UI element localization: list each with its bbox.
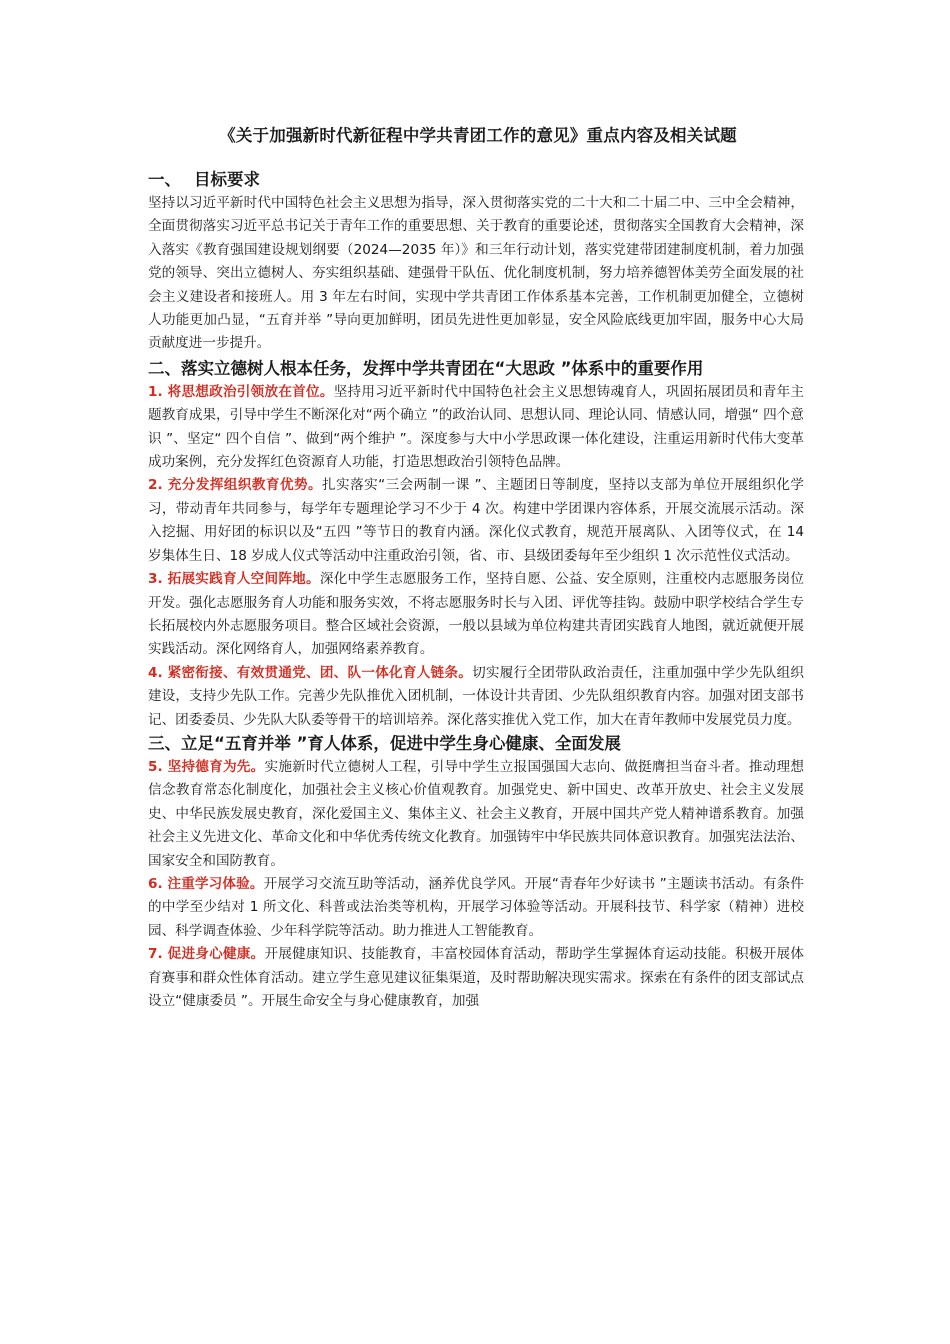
section-heading-2 (148, 357, 804, 381)
section-number: 三、 (148, 733, 181, 753)
paragraph-item-2 (148, 474, 804, 568)
paragraph-text: 深化中学生志愿服务工作，坚持自愿、公益、安全原则，注重校内志愿服务岗位开发。强化志愿服务育人功能和服务实效，不将志愿服务时长与入团、评优等挂钩。鼓励中职学校结合学生专长拓展校内外志愿服务项目。整合区域社会资源，一般以县域为单位构建共青团实践育人地图，就近就便开展实践活动。深化网络育人，加强网络素养教育。 (148, 571, 804, 658)
paragraph-text: 扎实落实“三会两制一课 ”、主题团日等制度，坚持以支部为单位开展组织化学习，带动青年共同参与，每学年专题理论学习不少于 4 次。构建中学团课内容体系，开展交流展示活动。深入挖掘、用好团的标识以及“五四 ”等节日的教育内涵。深化仪式教育，规范开展离队、入团等仪式，在 14 岁集体生日、18 岁成人仪式等活动中注重政治引领，省、市、县级团委每年至少组织 1 次示范性仪式活动。 (148, 477, 805, 564)
item-lead: 3. 拓展实践育人空间阵地。 (148, 571, 320, 588)
item-lead: 5. 坚持德育为先。 (148, 758, 265, 775)
item-lead: 7. 促进身心健康。 (148, 946, 265, 963)
document-page (148, 122, 804, 1013)
paragraph-item-4 (148, 662, 804, 732)
document-title: 《关于加强新时代新征程中学共青团工作的意见》重点内容及相关试题 (219, 126, 737, 145)
paragraph-text: 开展健康知识、技能教育，丰富校园体育活动，帮助学生掌握体育运动技能。积极开展体育赛事和群众性体育活动。建立学生意见建议征集渠道，及时帮助解决现实需求。探索在有条件的团支部试点设立“健康委员 ”。开展生命安全与身心健康教育，加强 (148, 946, 804, 1009)
paragraph-item-7 (148, 943, 804, 1013)
item-lead: 1. 将思想政治引领放在首位。 (148, 383, 334, 400)
section-heading-3 (148, 732, 804, 756)
paragraph-text: 开展学习交流互助等活动，涵养优良学风。开展“青春年少好读书 ”主题读书活动。有条件的中学至少结对 1 所文化、科普或法治类等机构，开展学习体验等活动。开展科技节、科学家（精神）进校园、科学调查体验、少年科学院等活动。助力推进人工智能教育。 (148, 875, 805, 939)
item-lead: 6. 注重学习体验。 (148, 875, 264, 892)
paragraph-item-6 (148, 873, 804, 943)
item-lead: 4. 紧密衔接、有效贯通党、团、队一体化育人链条。 (148, 664, 473, 681)
paragraph-text: 实施新时代立德树人工程，引导中学生立报国强国大志向、做挺膺担当奋斗者。推动理想信念教育常态化制度化，加强社会主义核心价值观教育。加强党史、新中国史、改革开放史、社会主义发展史、中华民族发展史教育，深化爱国主义、集体主义、社会主义教育，开展中国共产党人精神谱系教育。加强社会主义先进文化、革命文化和中华优秀传统文化教育。加强铸牢中华民族共同体意识教育。加强宪法法治、国家安全和国防教育。 (148, 758, 804, 869)
paragraph-text: 坚持以习近平新时代中国特色社会主义思想为指导，深入贯彻落实党的二十大和二十届二中、三中全会精神，全面贯彻落实习近平总书记关于青年工作的重要思想、关于教育的重要论述，贯彻落实全国教育大会精神，深入落实《教育强国建设规划纲要（2024—2035 年）》和三年行动计划，落实党建带团建制度机制，着力加强党的领导、突出立德树人、夯实组织基础、建强骨干队伍、优化制度机制，努力培养德智体美劳全面发展的社会主义建设者和接班人。用 3 年左右时间，实现中学共青团工作体系基本完善，工作机制更加健全，立德树人功能更加凸显，“五育并举 ”导向更加鲜明，团员先进性更加彰显，安全风险底线更加牢固，服务中心大局贡献度进一步提升。 (148, 195, 804, 352)
paragraph-item-1 (148, 381, 804, 475)
paragraph-item-5 (148, 756, 804, 873)
paragraph-text: 坚持用习近平新时代中国特色社会主义思想铸魂育人，巩固拓展团员和青年主题教育成果，引导中学生不断深化对“两个确立 ”的政治认同、思想认同、理论认同、情感认同，增强“ 四个意识 ”、坚定“ 四个自信 ”、做到“两个维护 ”。深度参与大中小学思政课一体化建设，注重运用新时代伟大变革成功案例，充分发挥红色资源育人功能，打造思想政治引领特色品牌。 (148, 383, 804, 471)
paragraph (148, 192, 804, 356)
section-title: 落实立德树人根本任务，发挥中学共青团在“大思政 ”体系中的重要作用 (181, 358, 704, 378)
item-lead: 2. 充分发挥组织教育优势。 (148, 477, 323, 494)
section-number: 二、 (148, 358, 181, 378)
section-number: 一、 (148, 170, 181, 189)
section-title: 目标要求 (194, 170, 260, 189)
paragraph-text: 切实履行全团带队政治责任，注重加强中学少先队组织建设，支持少先队工作。完善少先队推优入团机制，一体设计共青团、少先队组织教育内容。加强对团支部书记、团委委员、少先队大队委等骨干的培训培养。深化落实推优入党工作，加大在青年教师中发展党员力度。 (148, 664, 805, 728)
section-heading-1 (148, 168, 804, 192)
section-title: 立足“五育并举 ”育人体系，促进中学生身心健康、全面发展 (181, 733, 621, 753)
paragraph-item-3 (148, 568, 804, 662)
